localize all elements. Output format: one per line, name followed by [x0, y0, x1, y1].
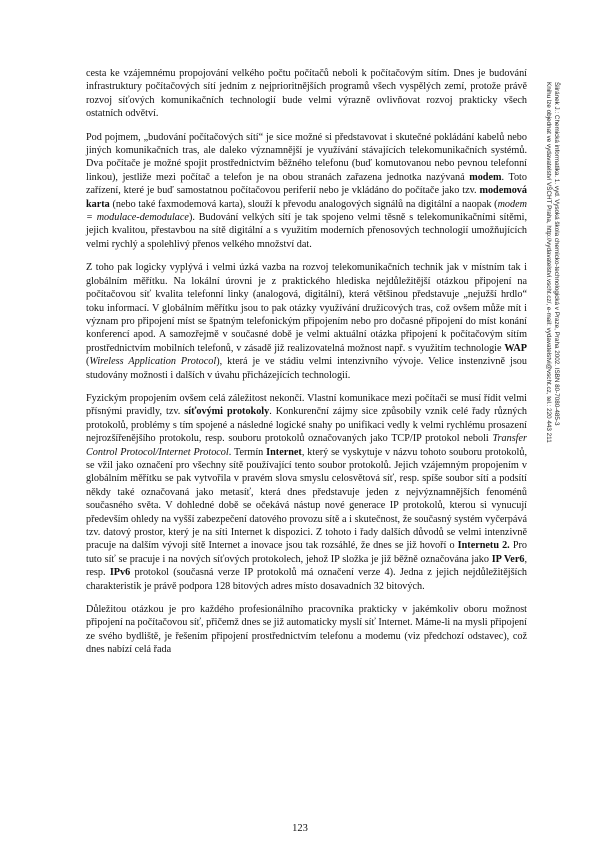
- bold-term: IPv6: [109, 567, 131, 579]
- text-run: (nebo také faxmodemová karta), slouží k převodu analogových signálů na digitální a naopak (: [109, 198, 498, 210]
- text-run: Z toho pak logicky vyplývá i velmi úzká vazba na rozvoj telekomunikačních technik jak v místním tak i globálním měřítku. Na lokální úrovni je z praktického hlediska nejdůležitější otázkou připojení na počítačovou síť kvalita telefonní linky (analogová, digitální), která většinou představuje „nejužší hrdlo“ toku informací. V globálním měřítku jsou to pak otázky využívání družicových tras, což ovšem může mít i význam pro připojení míst se špatným telefonickým připojením nebo pro dočasné připojení do míst konání konferencí apod. A samozřejmě v současné době je velmi aktuální otázka připojení k počítačovým sítím prostřednictvím mobilních telefonů, v zásadě již realizovatelná možnost např. s využitím technologie: [86, 262, 527, 354]
- bold-term: Internetu 2.: [457, 540, 510, 552]
- bold-term: WAP: [504, 342, 527, 354]
- text-run: Pro tuto síť se pracuje i na nových síťových protokolech, jehož IP složka je již běžně označována jako: [86, 540, 527, 565]
- text-run: . Toto zařízení, které je buď samostatnou počítačovou periferií nebo je vkládáno do počítače jako tzv.: [86, 171, 527, 197]
- side-note-line-2: Knihu lze objednat ve vydavatelství VŠCHT Praha, http://vydavatelstvi.vscht.cz/, e-mail: vydavatelstvi@vscht.cz, tel.: 220 443 211: [544, 82, 552, 443]
- bold-term: IP Ver6: [491, 553, 525, 565]
- text-run: (: [86, 356, 90, 368]
- text-run: ), která je ve stádiu velmi intenzivního vývoje. Velice instenzivně jsou studovány možnosti i dalších v úvahu přicházejících technologií.: [86, 356, 527, 381]
- paragraph: [86, 261, 527, 382]
- bold-term: modem: [469, 171, 502, 183]
- paragraph: [86, 603, 527, 657]
- paragraph: [86, 67, 527, 121]
- paragraph: [86, 392, 527, 593]
- text-run: Fyzickým propojením ovšem celá záležitost nekončí. Vlastní komunikace mezi počítači se musí řídit velmi přísnými pravidly, tzv.: [86, 392, 527, 418]
- text-run: cesta ke vzájemnému propojování velkého počtu počítačů neboli k počítačovým sítím. Dnes je budování infrastruktury počítačových sítí jedním z nejprioritnějších programů všech vyspělých zemí, protože právě rozvoj síťových komunikačních technologií bude velmi výrazně ovlivňovat rozvoj prakticky všech ostatních odvětví.: [86, 68, 527, 120]
- publication-side-note: [540, 82, 560, 522]
- bold-term: Internet: [266, 446, 302, 458]
- text-run: . Termín: [228, 446, 267, 458]
- text-run: , resp.: [86, 553, 527, 579]
- italic-text: modem = modulace-demodulace: [86, 198, 527, 224]
- italic-text: Transfer Control Protocol/Internet Protocol: [86, 433, 527, 458]
- body-text: [86, 67, 527, 667]
- paragraph: [86, 131, 527, 252]
- side-note-line-1: Šiiránek J.: Chemická informatika. 1. vyd. Vysoká škola chemicko-technologická v Praze, Praha 2002. ISBN 80-7080-485-3: [553, 82, 560, 426]
- text-run: Důležitou otázkou je pro každého profesionálního pracovníka prakticky v jakémkoliv oboru možnost připojení na počítačovou síť, přičemž dnes se již automaticky myslí síť Internet. Máme-li na mysli připojení ze svého bydliště, je řešením připojení prostřednictvím telefonu a modemu (viz předchozí odstavec), což dnes nabízí celá řada: [86, 604, 527, 656]
- italic-text: Wireless Application Protocol: [89, 356, 217, 368]
- bold-term: síťovými protokoly: [184, 406, 270, 418]
- text-run: Pod pojmem, „budování počítačových sítí“ je sice možné si představovat i skutečné pokládání kabelů nebo jiných komunikačních tras, ale daleko významnější je využívání stávajících telekomunikačních systémů. Dva počítače je možné spojit prostřednictvím běžného telefonu (buď komutovanou nebo pevnou telefonní linkou), jestliže mezi počítač a telefon je na obou stranách zařazena jednotka nazývaná: [86, 131, 527, 183]
- bold-term: modemová karta: [86, 185, 527, 210]
- text-run: protokol (současná verze IP protokolů má označení verze 4). Jedna z jejich nejdůležitějších charakteristik je právě podpora 128 bitových adres místo dosavadních 32 bitových.: [86, 567, 527, 592]
- text-run: ). Budování velkých sítí je tak spojeno velmi těsně s telekomunikačními sítěmi, jejich kvalitou, přestavbou na sítě digitální a s využitím moderních přenosových technologií umožňujících velmi rychlý a spolehlivý přenos velkého množství dat.: [86, 212, 527, 250]
- text-run: , který se vyskytuje v názvu tohoto souboru protokolů, se vžil jako označení pro všechny sítě používající tento soubor protokolů. Jejich vzájemným propojením v globálním měřítku se pak vytvořila v pravém slova smyslu celosvětová síť, resp. spíše soubor sítí a podsítí někdy také označovaná jako metasíť, která dnes představuje jeden z nejvýznamnějších fenoménů současného světa. V dohledné době se očekává nástup nové generace IP protokolů, kterou si vynucují především ohledy na vyšší zabezpečení datového provozu sítě a i skutečnost, že současný systém vyčerpává tzv. datový prostor, který je na síti Internet k dispozici. Z tohoto i řady dalších důvodů se velmi intenzivně pracuje na dalším vývoji sítě Internet a inovace jsou tak rozsáhlé, že dnes se již hovoří o: [86, 446, 527, 552]
- page-number: 123: [292, 823, 308, 834]
- text-run: . Konkurenční zájmy sice způsobily vznik celé řady různých protokolů, problémy s tím spojené a následné logické snahy po unifikaci vedly k velmi rychlému prosazení nejrozšířenějšího protokolu, resp. souboru protokolů označovaných jako TCP/IP protokol neboli: [86, 406, 527, 445]
